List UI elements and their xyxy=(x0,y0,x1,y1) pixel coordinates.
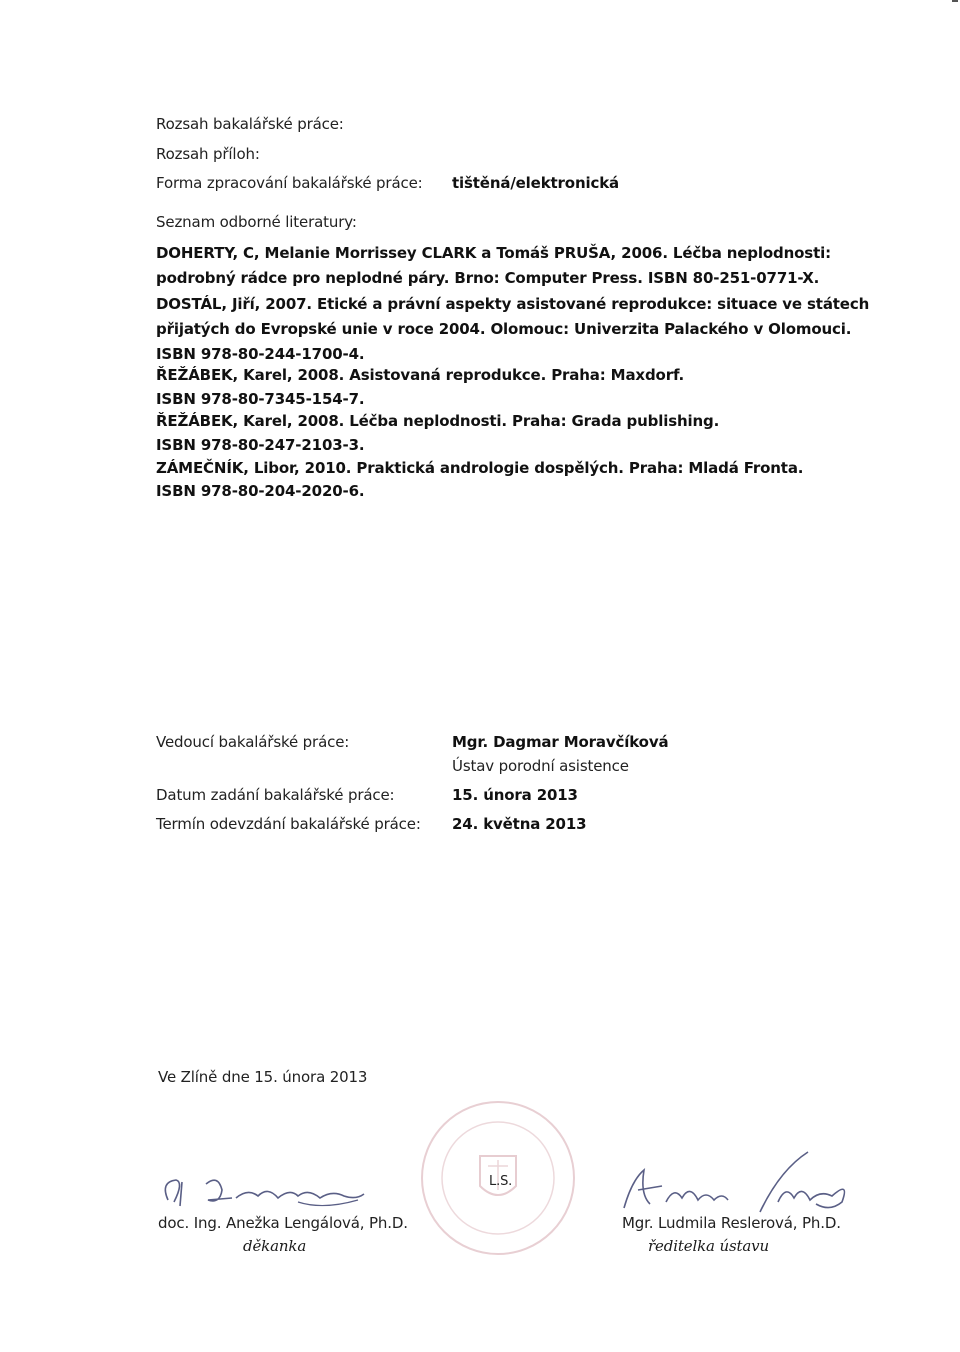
termin-odevzdani-value: 24. května 2013 xyxy=(452,815,587,833)
literature-line: ISBN 978-80-247-2103-3. xyxy=(156,436,365,454)
datum-zadani-value: 15. února 2013 xyxy=(452,786,578,804)
forma-value: tištěná/elektronická xyxy=(452,174,620,192)
dean-role: děkanka xyxy=(243,1237,307,1255)
literature-line: DOSTÁL, Jiří, 2007. Etické a právní aspekty asistované reprodukce: situace ve státech xyxy=(156,295,870,313)
termin-odevzdani-label: Termín odevzdání bakalářské práce: xyxy=(156,815,421,833)
vedouci-label: Vedoucí bakalářské práce: xyxy=(156,733,350,751)
vedouci-name: Mgr. Dagmar Moravčíková xyxy=(452,733,669,751)
literature-line: ISBN 978-80-7345-154-7. xyxy=(156,390,365,408)
vedouci-department: Ústav porodní asistence xyxy=(452,757,629,775)
literature-line: ISBN 978-80-244-1700-4. xyxy=(156,345,365,363)
literature-line: ŘEŽÁBEK, Karel, 2008. Asistovaná reprodukce. Praha: Maxdorf. xyxy=(156,366,685,384)
rozsah-prace-label: Rozsah bakalářské práce: xyxy=(156,115,344,133)
scan-mark xyxy=(952,0,958,2)
literature-line: ISBN 978-80-204-2020-6. xyxy=(156,482,365,500)
director-signature-icon xyxy=(610,1150,860,1220)
place-date: Ve Zlíně dne 15. února 2013 xyxy=(158,1068,368,1086)
literature-line: ŘEŽÁBEK, Karel, 2008. Léčba neplodnosti. Praha: Grada publishing. xyxy=(156,412,720,430)
rozsah-priloh-label: Rozsah příloh: xyxy=(156,145,260,163)
literature-heading: Seznam odborné literatury: xyxy=(156,213,357,231)
ls-mark: L.S. xyxy=(489,1174,513,1189)
director-role: ředitelka ústavu xyxy=(648,1237,770,1255)
dean-name: doc. Ing. Anežka Lengálová, Ph.D. xyxy=(158,1214,408,1232)
literature-line: podrobný rádce pro neplodné páry. Brno: Computer Press. ISBN 80-251-0771-X. xyxy=(156,269,820,287)
literature-line: ZÁMEČNÍK, Libor, 2010. Praktická andrologie dospělých. Praha: Mladá Fronta. xyxy=(156,459,804,477)
literature-line: DOHERTY, C, Melanie Morrissey CLARK a Tomáš PRUŠA, 2006. Léčba neplodnosti: xyxy=(156,244,831,262)
dean-signature-icon xyxy=(148,1160,388,1220)
literature-line: přijatých do Evropské unie v roce 2004. Olomouc: Univerzita Palackého v Olomouci. xyxy=(156,320,852,338)
forma-label: Forma zpracování bakalářské práce: xyxy=(156,174,423,192)
datum-zadani-label: Datum zadání bakalářské práce: xyxy=(156,786,395,804)
director-name: Mgr. Ludmila Reslerová, Ph.D. xyxy=(622,1214,841,1232)
